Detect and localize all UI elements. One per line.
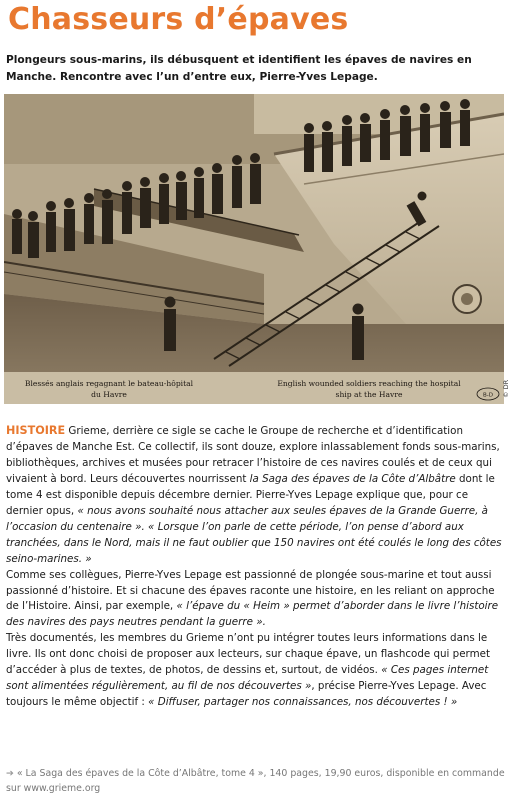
article-text: dont le tome 4 est disponible depuis décembre dernier. Pierre-Yves Lepage explique que, pour ce dernier opus, [6,472,495,517]
arrow-right-icon: ➔ [6,768,14,779]
book-reference [6,766,506,796]
website-link[interactable]: www.grieme.org [23,783,101,794]
article-text: Grieme, derrière ce sigle se cache le Groupe de recherche et d’identification d’épaves de Manche Est. Ce collectif, ils sont douze, explore inlassablement fonds sous-marins, bibliothèques, archives et musées pour retracer l’histoire de ces navires coulés et de ceux qui vivaient à bord. Leurs découvertes nourrissent [6,425,500,485]
quote: « l’épave du « Heim » permet d’aborder dans le livre l’histoire des navires des pays neutres pendant la guerre ». [6,600,499,629]
photo-credit: © DR [502,379,510,398]
caption-en-line2: ship at the Havre [335,390,403,399]
lead-paragraph: Plongeurs sous-marins, ils débusquent et identifient les épaves de navires en Manche. Rencontre avec l’un d’entre eux, Pierre-Yves Lepage. [6,54,472,83]
quote: « nous avons souhaité nous attacher aux seules épaves de la Grande Guerre, à l’occasion du centenaire ». « Lorsque l’on parle de cette période, l’on pense d’abord aux tranchées, dans le Nord, mais il ne faut oublier que 150 navires ont été coulés le long des côtes seino-marines. » [6,504,502,565]
article-paragraph-3 [6,631,507,711]
caption-fr-line1: Blessés anglais regagnant le bateau-hôpital [24,379,194,388]
article-paragraph-1 [6,423,507,568]
caption-fr-line2: du Havre [91,390,127,399]
article-text: Comme ses collègues, Pierre-Yves Lepage est passionné de plongée sous-marine et tout aussi passionné d’histoire. Et si chacune des épaves raconte une histoire, en les reliant on approche de l’Histoire. Ainsi, par exemple, [6,568,495,613]
article-text: Très documentés, les membres du Grieme n’ont pu intégrer toutes leurs informations dans le livre. Ils ont donc choisi de proposer aux lecteurs, sur chaque épave, un flashcode qui permet d’accéder à plus de textes, de photos, de dessins et, surtout, de vidéos. [6,632,491,677]
sepia-photograph [4,94,504,404]
article-text: , précise Pierre-Yves Lepage. Avec toujours le même objectif : [6,680,487,709]
historic-photo [4,94,504,404]
book-title: la Saga des épaves de la Côte d’Albâtre [249,472,456,485]
publisher-stamp-text: B-D [483,392,493,399]
caption-en-line1: English wounded soldiers reaching the hospital [277,379,461,388]
quote: « Diffuser, partager nos connaissances, nos découvertes ! » [148,696,458,709]
article-paragraph-2 [6,568,507,632]
book-reference-text: « La Saga des épaves de la Côte d’Albâtre, tome 4 », 140 pages, 19,90 euros, disponible en commande sur [6,768,505,794]
section-kicker: HISTOIRE [6,424,66,437]
article-body [6,423,507,711]
page-title: Chasseurs d’épaves [8,2,349,37]
quote: « Ces pages internet sont alimentées régulièrement, au fil de nos découvertes » [6,664,489,693]
